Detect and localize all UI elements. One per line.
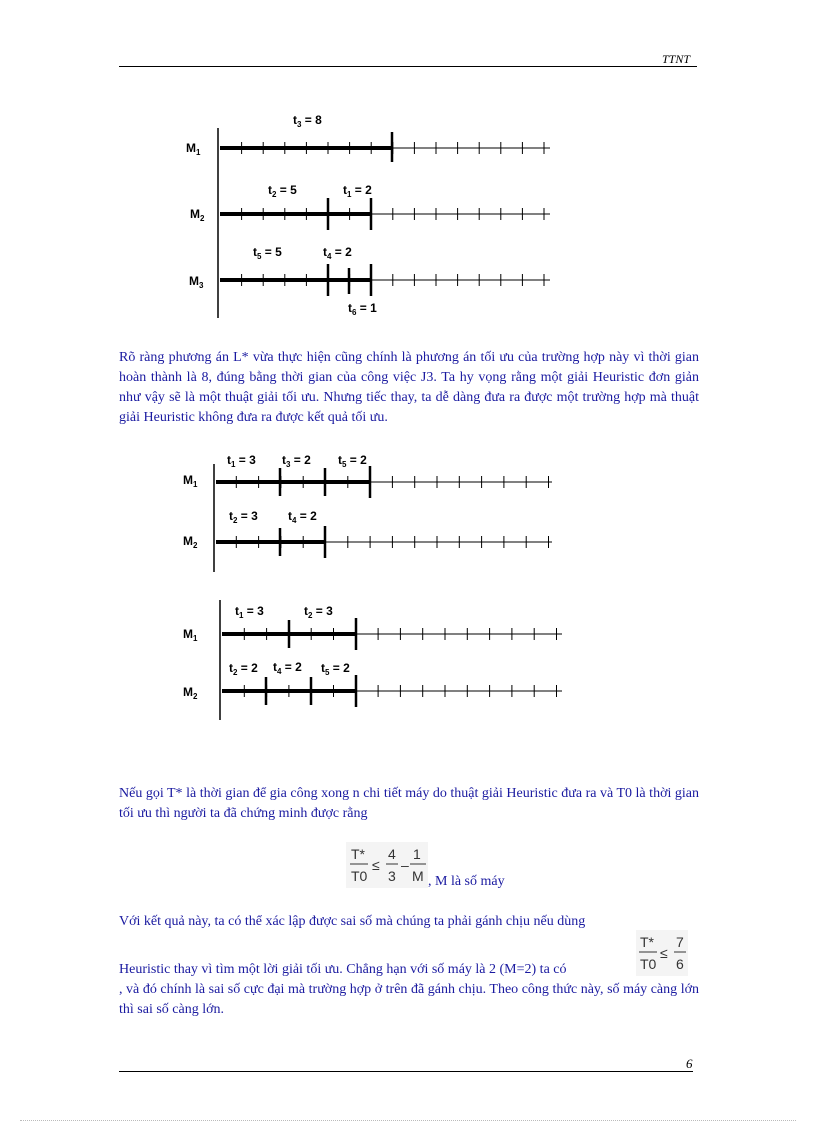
paragraph-1-text: Rõ ràng phương án L* vừa thực hiện cũng chính là phương án tối ưu của trường hợp này vì thời gian hoàn thành là 8, đúng bằng thời gian của công việc J3. Ta hy vọng rằng một giải Heuristic đơn giản như vậy sẽ là một thuật giải tối ưu. Nhưng tiếc thay, ta dễ dàng đưa ra được một trường hợp mà thuật giải Heuristic không đưa ra được kết quả tối ưu. — [119, 350, 699, 425]
machine-label-m2: $M_2$ — [183, 685, 198, 701]
label-c2-m2-t4: $t_4 = 2$ — [288, 509, 317, 525]
svg-text:T*: T* — [351, 846, 365, 862]
label-c2-m1-t5: $t_5 = 2$ — [338, 453, 367, 469]
label-c3-m1-t1: $t_1 = 3$ — [235, 604, 264, 620]
paragraph-4 — [119, 960, 629, 980]
svg-text:3: 3 — [388, 868, 396, 884]
svg-text:1: 1 — [413, 846, 421, 862]
svg-text:–: – — [401, 857, 409, 873]
paragraph-2-text: Nếu gọi T* là thời gian để gia công xong n chi tiết máy do thuật giải Heuristic đưa ra và T0 là thời gian tối ưu thì người ta đã chứng minh được rằng — [119, 786, 699, 821]
label-c2-m1-t3: $t_3 = 2$ — [282, 453, 311, 469]
label-c2-m1-t1: $t_1 = 3$ — [227, 453, 256, 469]
label-c3-m2-t5: $t_5 = 2$ — [321, 661, 350, 677]
paragraph-4a-text: Heuristic thay vì tìm một lời giải tối ưu. Chẳng hạn với số máy là 2 (M=2) ta có — [119, 962, 567, 977]
svg-text:M: M — [412, 868, 424, 884]
machine-label-m1: $M_1$ — [183, 627, 198, 643]
label-t2-5: $t_2 = 5$ — [268, 183, 297, 199]
label-t6-1: $t_6 = 1$ — [348, 301, 377, 317]
formula-example — [636, 930, 688, 976]
machine-label-m2: $M_2$ — [183, 534, 198, 550]
svg-text:T*: T* — [640, 934, 654, 950]
svg-text:T0: T0 — [351, 868, 368, 884]
formula-bound — [346, 842, 428, 888]
header-title: TTNT — [662, 52, 691, 66]
page-edge — [20, 1120, 796, 1121]
label-t3-8: $t_3 = 8$ — [293, 113, 322, 129]
paragraph-3-text: Với kết quả này, ta có thể xác lập được sai số mà chúng ta phải gánh chịu nếu dùng — [119, 914, 586, 929]
svg-text:T0: T0 — [640, 956, 657, 972]
machine-label-m1: $M_1$ — [186, 141, 201, 157]
footer-rule — [119, 1071, 693, 1072]
label-c3-m1-t2: $t_2 = 3$ — [304, 604, 333, 620]
svg-text:≤: ≤ — [372, 857, 380, 873]
paragraph-4b-text: , và đó chính là sai số cực đại mà trường hợp ở trên đã gánh chịu. Theo công thức này, số máy càng lớn thì sai số càng lớn. — [119, 982, 699, 1017]
paragraph-2 — [119, 784, 699, 824]
label-t5-5: $t_5 = 5$ — [253, 245, 282, 261]
label-c2-m2-t2: $t_2 = 3$ — [229, 509, 258, 525]
svg-text:4: 4 — [388, 846, 396, 862]
page-number: 6 — [686, 1056, 693, 1071]
label-t4-2: $t_4 = 2$ — [323, 245, 352, 261]
paragraph-3 — [119, 912, 699, 932]
label-c3-m2-t4: $t_4 = 2$ — [273, 660, 302, 676]
machine-label-m3: $M_3$ — [189, 274, 204, 290]
machine-label-m1: $M_1$ — [183, 473, 198, 489]
svg-text:7: 7 — [676, 934, 684, 950]
machine-label-m2: $M_2$ — [190, 207, 205, 223]
label-c3-m2-t2: $t_2 = 2$ — [229, 661, 258, 677]
paragraph-4b — [119, 980, 699, 1020]
formula-caption: , M là số máy — [428, 874, 505, 889]
svg-text:6: 6 — [676, 956, 684, 972]
label-t1-2: $t_1 = 2$ — [343, 183, 372, 199]
svg-text:≤: ≤ — [660, 945, 668, 961]
formula-example-graphic — [636, 930, 688, 976]
formula-graphic — [346, 842, 428, 888]
